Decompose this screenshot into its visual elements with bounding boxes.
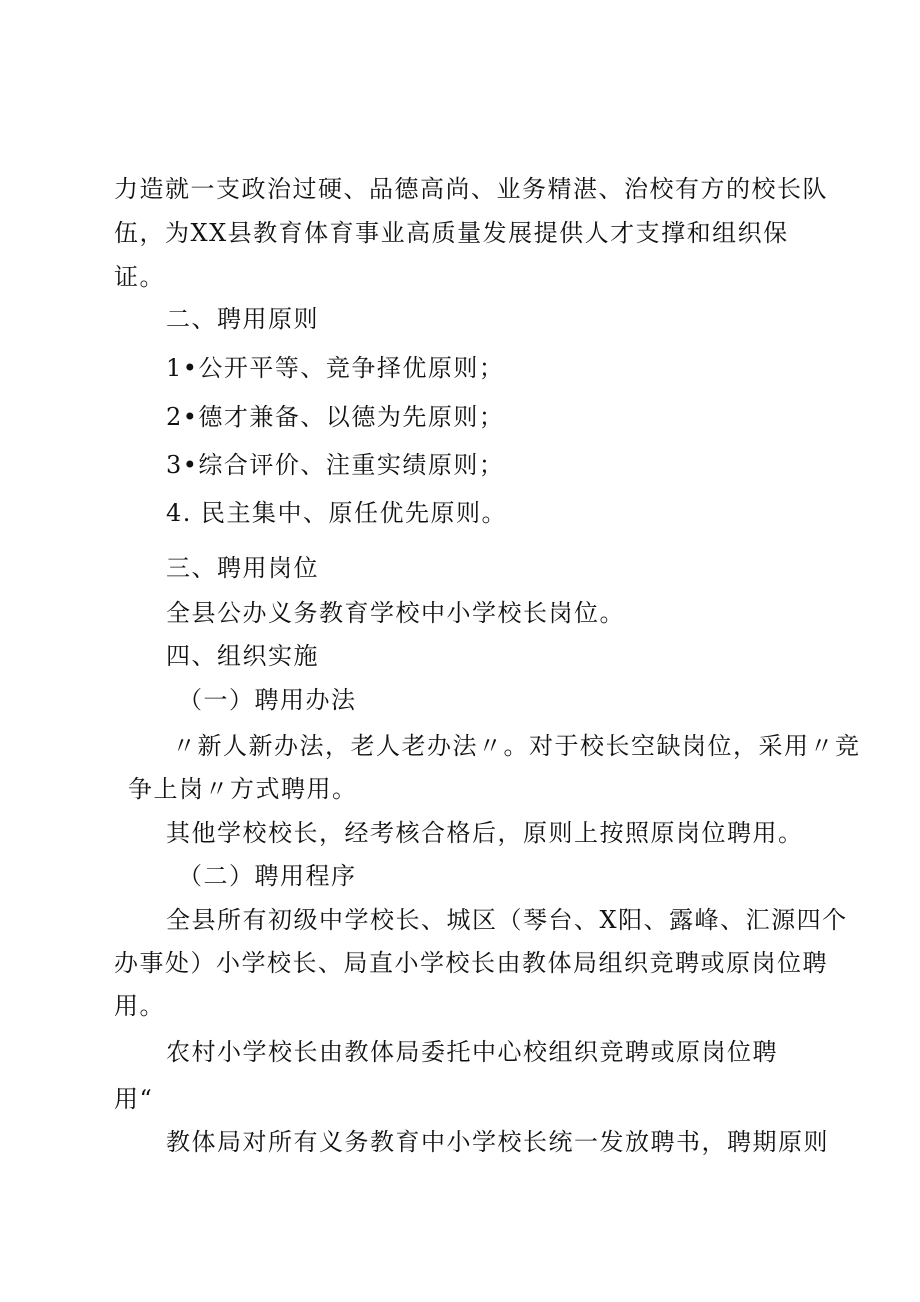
paragraph-line: 农村小学校长由教体局委托中心校组织竞聘或原岗位聘 — [166, 1038, 778, 1066]
paragraph-line: 用“ — [114, 1085, 154, 1113]
paragraph-line: 伍，为XX县教育体育事业高质量发展提供人才支撑和组织保 — [114, 219, 789, 247]
subsection-heading: （一）聘用办法 — [178, 686, 357, 714]
subsection-heading: （二）聘用程序 — [178, 862, 357, 890]
section-heading: 三、聘用岗位 — [166, 554, 319, 582]
paragraph-line: 〃新人新办法，老人老办法〃。对于校长空缺岗位，采用〃竞 — [172, 732, 861, 760]
paragraph-line: 教体局对所有义务教育中小学校长统一发放聘书，聘期原则 — [166, 1128, 829, 1156]
paragraph-line: 争上岗〃方式聘用。 — [128, 775, 358, 803]
list-item: 2•德才兼备、以德为先原则； — [166, 403, 505, 431]
paragraph-line: 其他学校校长，经考核合格后，原则上按照原岗位聘用。 — [166, 819, 804, 847]
paragraph-line: 全县公办义务教育学校中小学校长岗位。 — [166, 599, 625, 627]
paragraph-line: 证。 — [114, 263, 165, 291]
paragraph-line: 用。 — [114, 992, 165, 1020]
section-heading: 四、组织实施 — [166, 642, 319, 670]
paragraph-line: 力造就一支政治过硬、品德高尚、业务精湛、治校有方的校长队 — [114, 175, 828, 203]
section-heading: 二、聘用原则 — [166, 305, 319, 333]
list-item: 1•公开平等、竞争择优原则； — [166, 354, 505, 382]
list-item: 3•综合评价、注重实绩原则； — [166, 451, 505, 479]
list-item: 4. 民主集中、原任优先原则。 — [166, 499, 508, 527]
paragraph-line: 办事处）小学校长、局直小学校长由教体局组织竞聘或原岗位聘 — [114, 949, 828, 977]
paragraph-line: 全县所有初级中学校长、城区（琴台、X阳、露峰、汇源四个 — [166, 906, 848, 934]
